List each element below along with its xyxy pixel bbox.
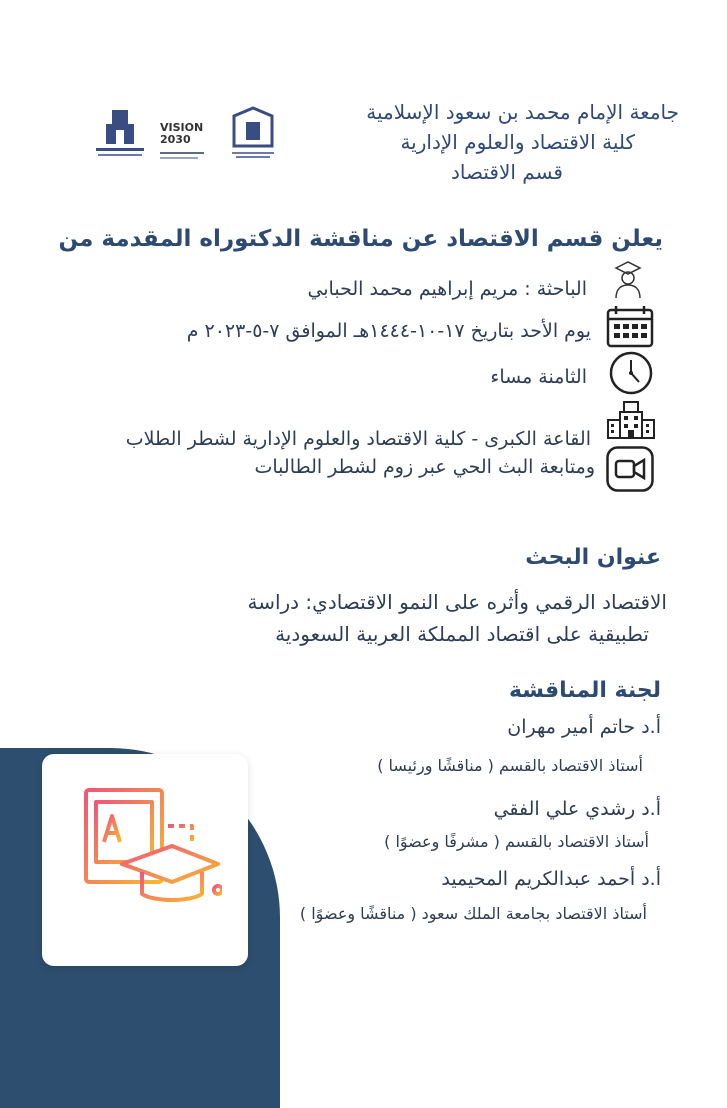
building-icon [606, 400, 656, 440]
committee-member-name: أ.د حاتم أمير مهران [507, 716, 661, 738]
committee-member-role: أستاذ الاقتصاد بجامعة الملك سعود ( مناقشًا وعضوًا ) [299, 904, 647, 923]
education-card [42, 754, 248, 966]
defense-date: يوم الأحد بتاريخ ١٧-١٠-١٤٤٤هـ الموافق ٧-٥-٢٠٢٣ م [186, 320, 591, 342]
zoom-stream: ومتابعة البث الحي عبر زوم لشطر الطالبات [254, 456, 595, 478]
graduate-icon [606, 258, 650, 300]
research-title-line1: الاقتصاد الرقمي وأثره على النمو الاقتصادي: دراسة [247, 590, 667, 614]
defense-time: الثامنة مساء [490, 366, 587, 388]
clock-icon [608, 350, 654, 396]
education-icon [82, 786, 222, 906]
department-name: قسم الاقتصاد [451, 160, 563, 184]
video-camera-icon [606, 446, 654, 492]
announcement-title: يعلن قسم الاقتصاد عن مناقشة الدكتوراه المقدمة من [58, 226, 663, 252]
university-logo [92, 106, 148, 162]
vision-logo-text: VISION 2030 [160, 121, 204, 146]
vision-2030-logo [160, 122, 216, 162]
committee-heading: لجنة المناقشة [508, 678, 661, 703]
college-logo [228, 106, 278, 162]
committee-member-name: أ.د أحمد عبدالكريم المحيميد [441, 868, 661, 890]
college-name: كلية الاقتصاد والعلوم الإدارية [400, 130, 635, 154]
committee-member-role: أستاذ الاقتصاد بالقسم ( مشرفًا وعضوًا ) [384, 832, 649, 851]
calendar-icon [606, 304, 654, 348]
university-name: جامعة الإمام محمد بن سعود الإسلامية [366, 100, 679, 124]
committee-member-role: أستاذ الاقتصاد بالقسم ( مناقشًا ورئيسا ) [377, 756, 643, 775]
research-heading: عنوان البحث [525, 545, 661, 570]
committee-member-name: أ.د رشدي علي الفقي [493, 798, 661, 820]
researcher-name: الباحثة : مريم إبراهيم محمد الحبابي [307, 278, 587, 300]
defense-venue: القاعة الكبرى - كلية الاقتصاد والعلوم الإدارية لشطر الطلاب [125, 428, 591, 450]
research-title-line2: تطبيقية على اقتصاد المملكة العربية السعودية [275, 622, 649, 646]
